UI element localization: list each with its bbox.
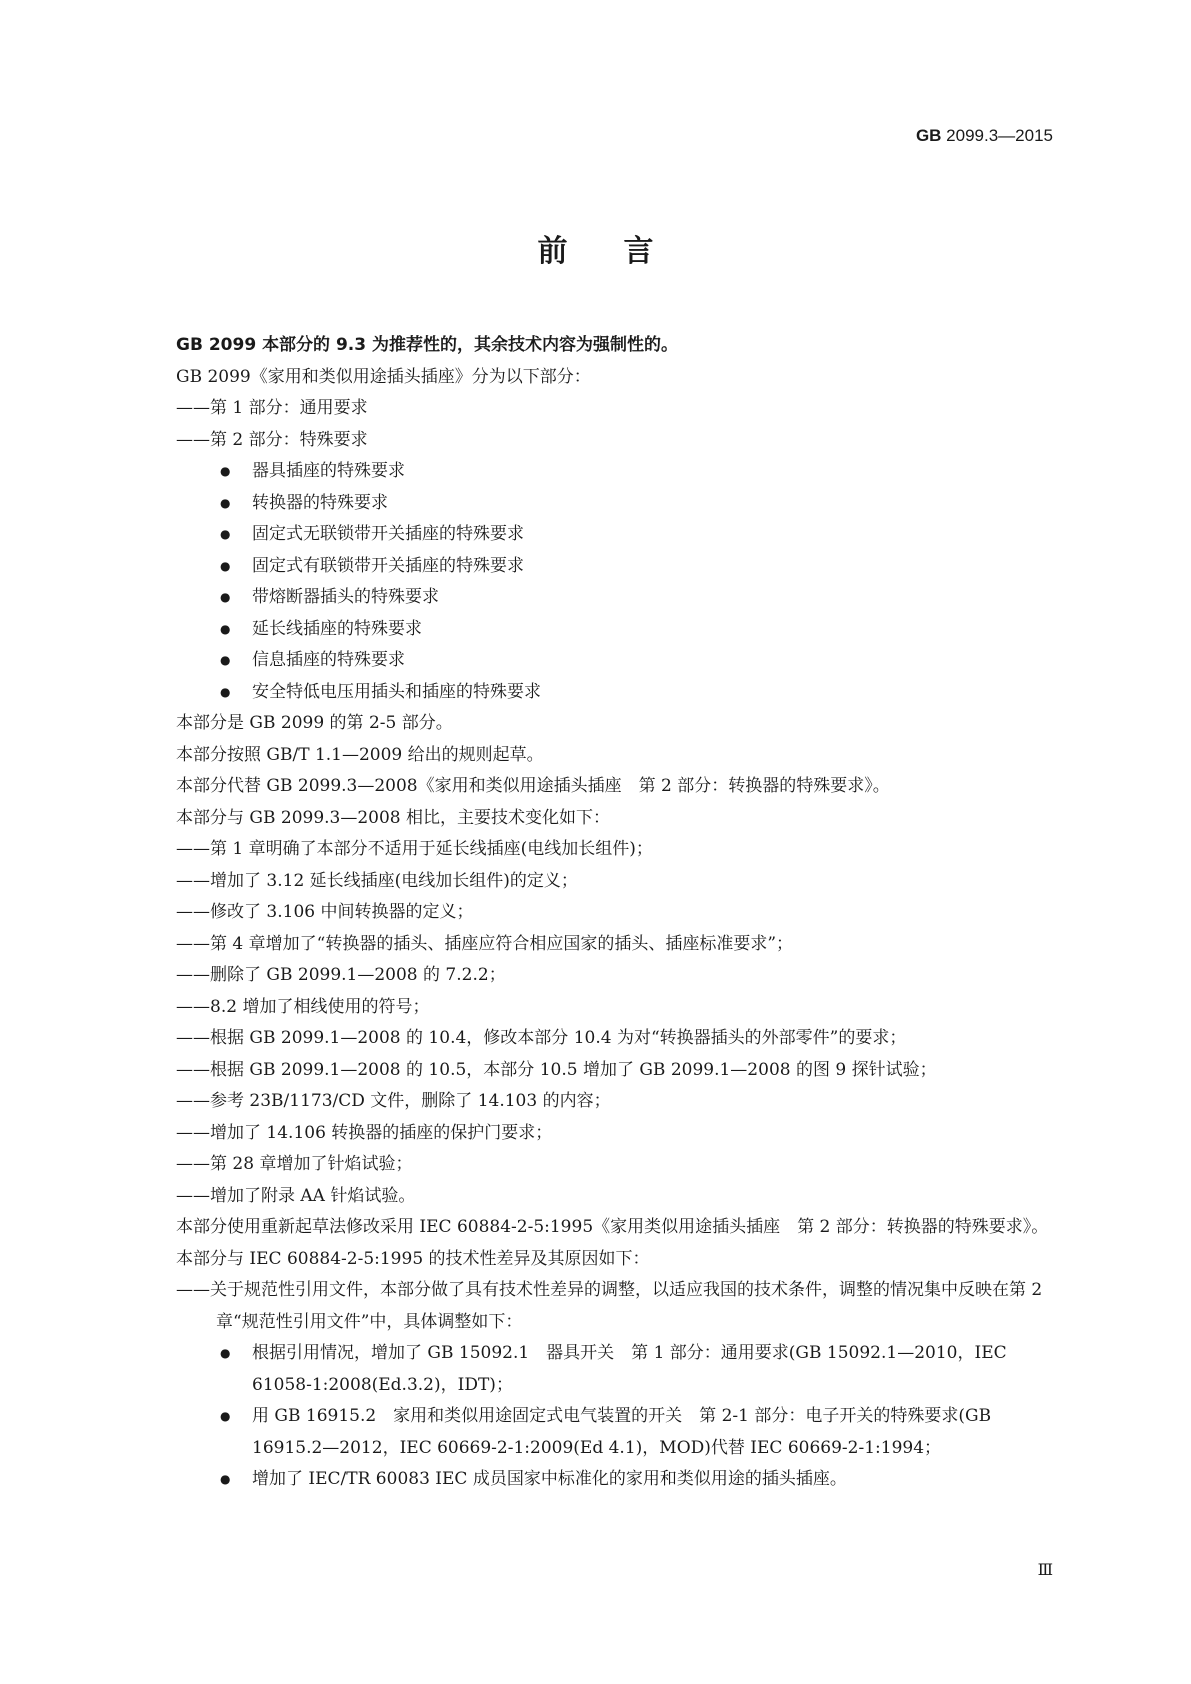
bullet-item: ● 信息插座的特殊要求 (136, 645, 1060, 677)
paragraph: 本部分代替 GB 2099.3—2008《家用和类似用途插头插座 第 2 部分：转换器的特殊要求》。 (176, 776, 890, 796)
paragraph: 本部分按照 GB/T 1.1—2009 给出的规则起草。 (176, 744, 544, 765)
standard-number-header (916, 126, 1053, 146)
bullet-item: ● 延长线插座的特殊要求 (136, 614, 1060, 646)
bullet-item: ● 根据引用情况，增加了 GB 15092.1 器具开关 第 1 部分：通用要求(GB 15092.1—2010，IEC 61058-1:2008(Ed.3.2)，IDT)； (136, 1338, 1060, 1401)
dash-item: ——8.2 增加了相线使用的符号； (176, 996, 430, 1017)
dash-item: ——第 2 部分：特殊要求 (176, 429, 368, 450)
page-title: 前言 (537, 234, 710, 269)
page-number: Ⅲ (1037, 1560, 1053, 1579)
paragraph: 本部分是 GB 2099 的第 2-5 部分。 (176, 713, 453, 733)
standard-prefix: GB (915, 126, 942, 145)
bullet-item: ● 固定式无联锁带开关插座的特殊要求 (136, 519, 1060, 551)
dash-item: ——增加了 3.12 延长线插座(电线加长组件)的定义； (176, 870, 578, 891)
bullet-item: ● 用 GB 16915.2 家用和类似用途固定式电气装置的开关 第 2-1 部分：电子开关的特殊要求(GB 16915.2—2012，IEC 60669-2-1:2009(Ed 4.1)，MOD)代替 IEC 60669-2-1:1994； (136, 1401, 1060, 1464)
bullet-item: ● 固定式有联锁带开关插座的特殊要求 (136, 551, 1060, 583)
paragraph: 本部分与 IEC 60884-2-5:1995 的技术性差异及其原因如下： (176, 1248, 650, 1269)
dash-item: ——关于规范性引用文件，本部分做了具有技术性差异的调整，以适应我国的技术条件，调整的情况集中反映在第 2 章“规范性引用文件”中，具体调整如下： (176, 1280, 1043, 1332)
foreword-body (136, 330, 1060, 1496)
paragraph: GB 2099 本部分的 9.3 为推荐性的，其余技术内容为强制性的。 (176, 335, 679, 355)
dash-item: ——根据 GB 2099.1—2008 的 10.4，修改本部分 10.4 为对“转换器插头的外部零件”的要求； (176, 1028, 907, 1048)
dash-item: ——增加了 14.106 转换器的插座的保护门要求； (176, 1122, 553, 1143)
standard-number: 2099.3—2015 (946, 126, 1053, 145)
bullet-item: ● 增加了 IEC/TR 60083 IEC 成员国家中标准化的家用和类似用途的插头插座。 (136, 1464, 1060, 1496)
bullet-item: ● 安全特低电压用插头和插座的特殊要求 (136, 677, 1060, 709)
bullet-item: ● 转换器的特殊要求 (136, 488, 1060, 520)
dash-item: ——增加了附录 AA 针焰试验。 (176, 1185, 416, 1206)
dash-item: ——修改了 3.106 中间转换器的定义； (176, 902, 474, 922)
paragraph: 本部分与 GB 2099.3—2008 相比，主要技术变化如下： (176, 807, 611, 828)
bullet-item: ● 器具插座的特殊要求 (136, 456, 1060, 488)
dash-item: ——删除了 GB 2099.1—2008 的 7.2.2； (176, 965, 506, 985)
dash-item: ——第 1 部分：通用要求 (176, 398, 368, 418)
paragraph: 本部分使用重新起草法修改采用 IEC 60884-2-5:1995《家用类似用途插头插座 第 2 部分：转换器的特殊要求》。 (176, 1217, 1049, 1237)
dash-item: ——根据 GB 2099.1—2008 的 10.5，本部分 10.5 增加了 GB 2099.1—2008 的图 9 探针试验； (176, 1059, 937, 1080)
bullet-item: ● 带熔断器插头的特殊要求 (136, 582, 1060, 614)
dash-item: ——参考 23B/1173/CD 文件，删除了 14.103 的内容； (176, 1091, 611, 1111)
dash-item: ——第 1 章明确了本部分不适用于延长线插座(电线加长组件)； (176, 839, 653, 859)
dash-item: ——第 4 章增加了“转换器的插头、插座应符合相应国家的插头、插座标准要求”； (176, 933, 794, 954)
paragraph: GB 2099《家用和类似用途插头插座》分为以下部分： (176, 366, 591, 387)
dash-item: ——第 28 章增加了针焰试验； (176, 1154, 413, 1174)
